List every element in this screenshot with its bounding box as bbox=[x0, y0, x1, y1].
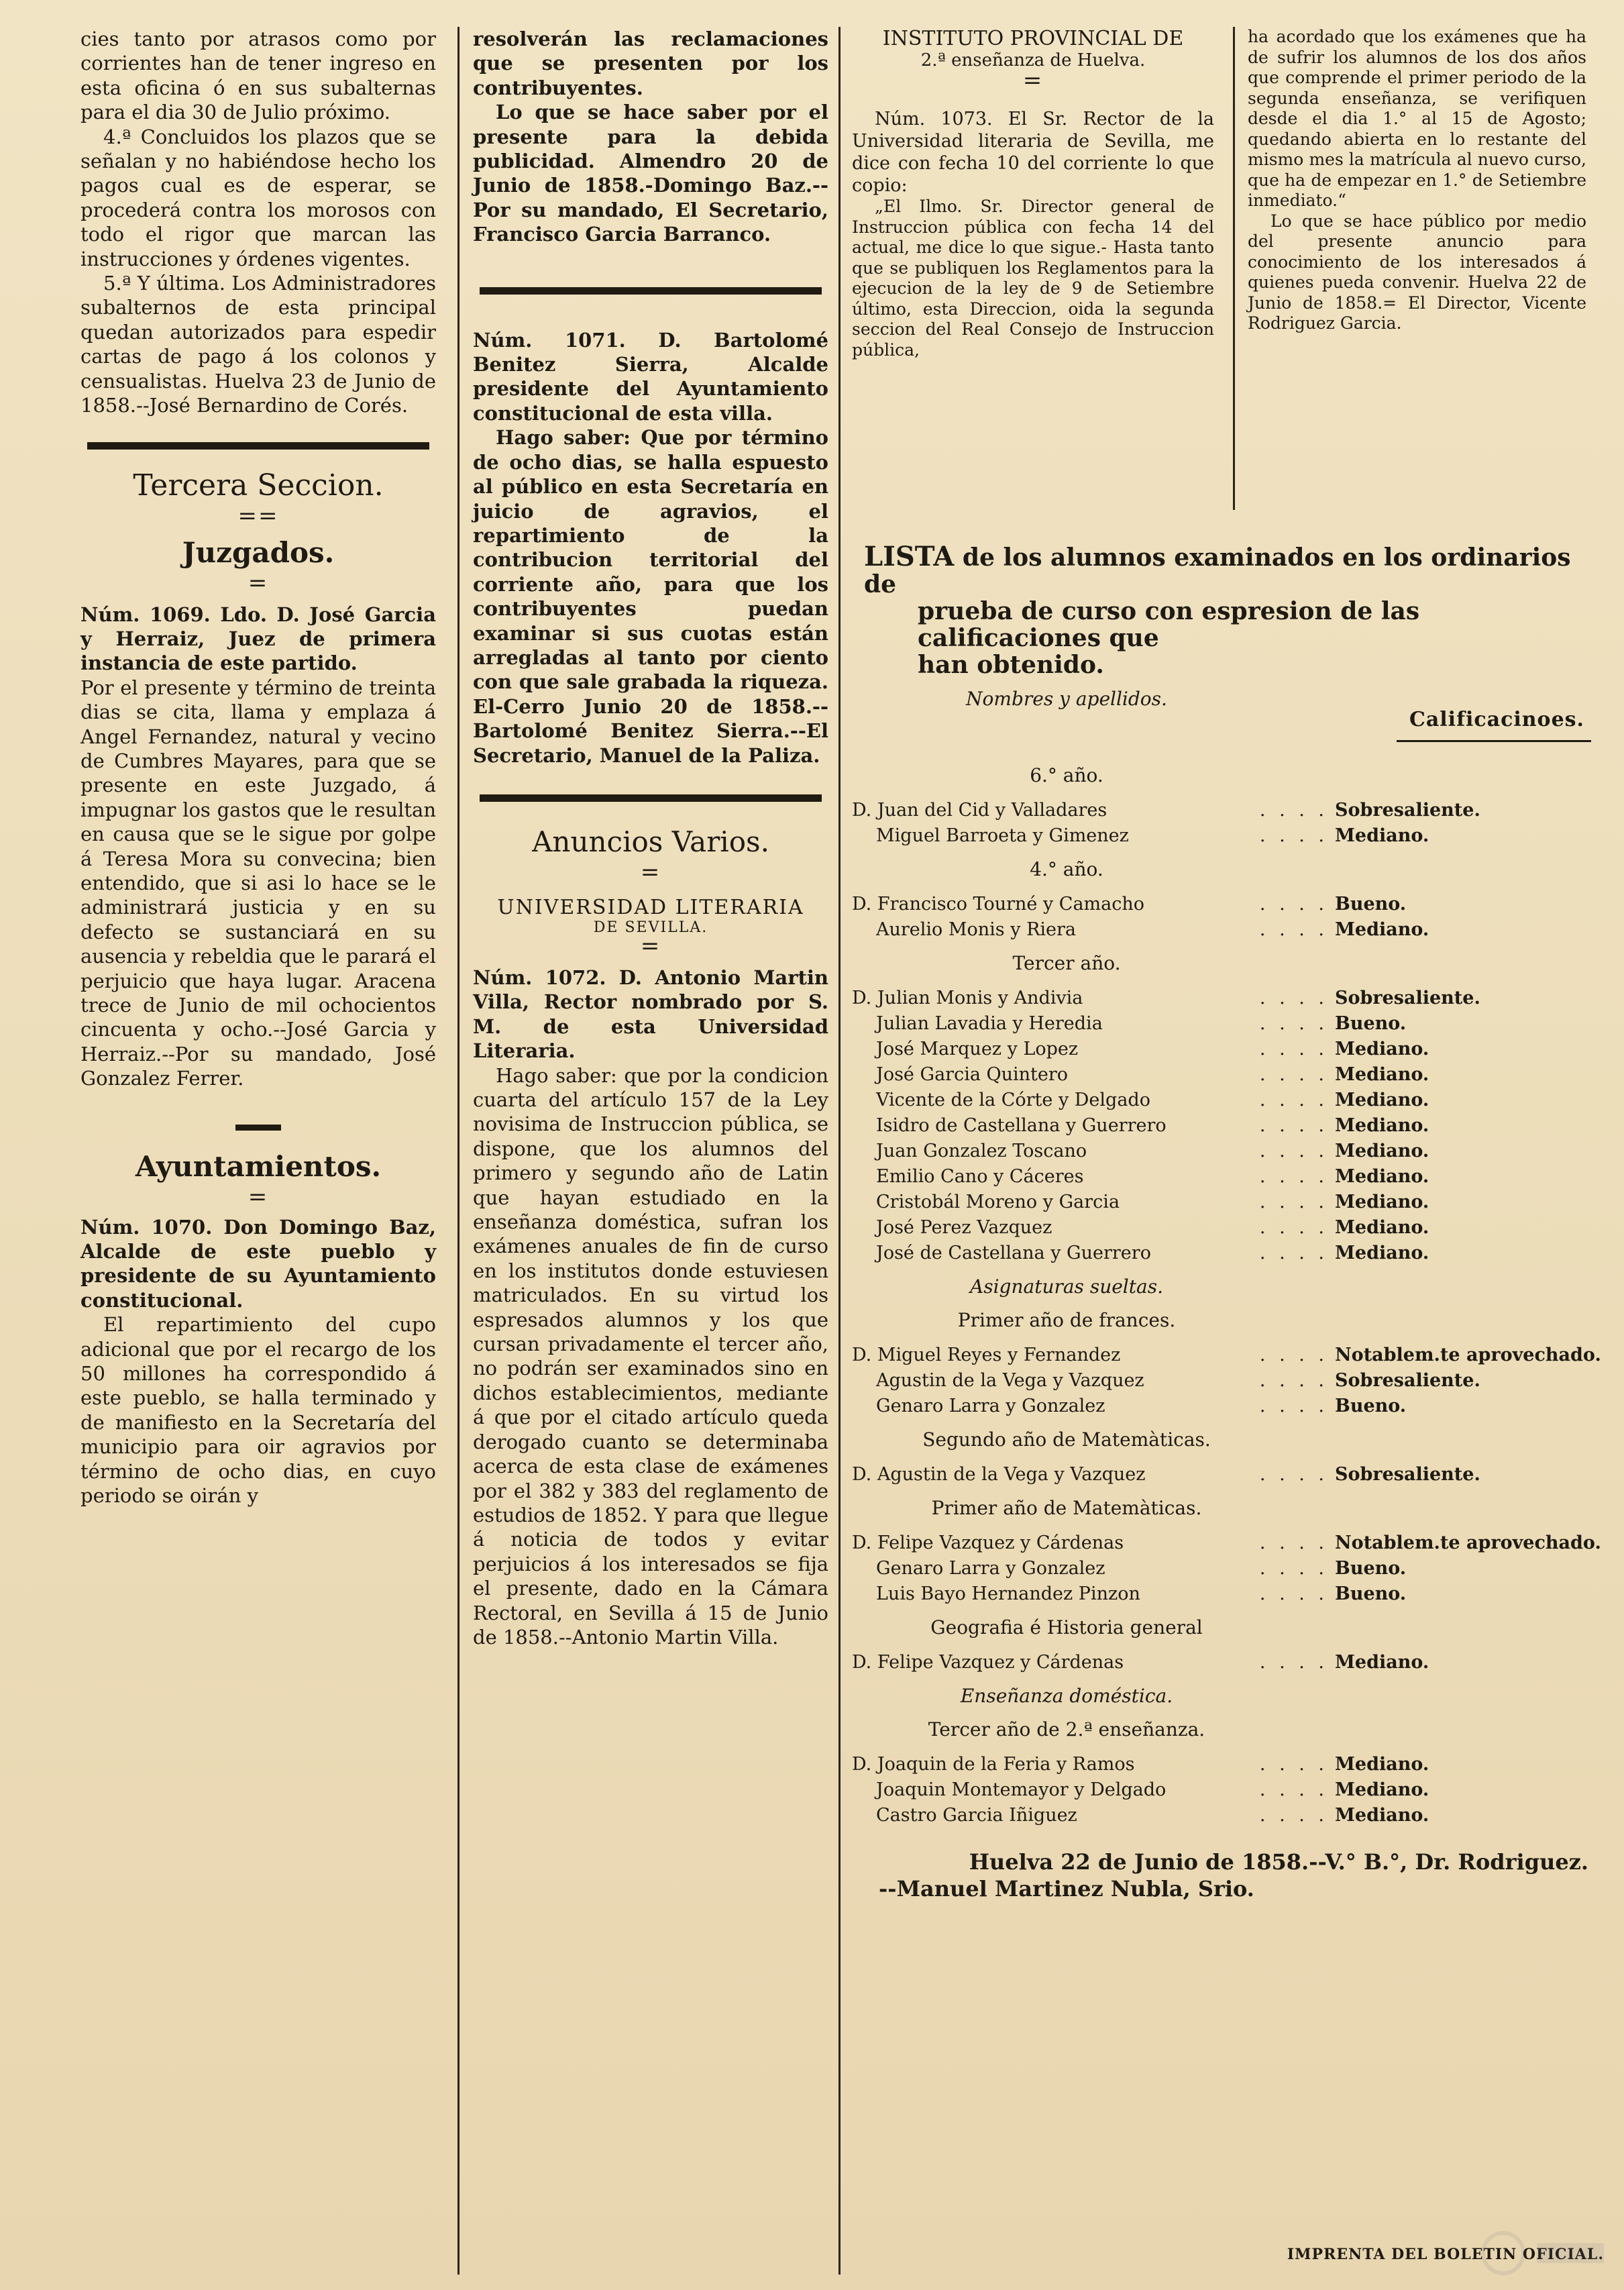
list-groups bbox=[852, 764, 1601, 1828]
student-name: Genaro Larra y Gonzalez bbox=[876, 1396, 1105, 1416]
leader-dots: . . . . bbox=[1259, 1532, 1328, 1553]
leader-dots: . . . . bbox=[1259, 800, 1328, 821]
single-rule: = bbox=[248, 1183, 269, 1210]
student-grade: Mediano. bbox=[1335, 1805, 1429, 1826]
section-title: Tercera Seccion. bbox=[133, 468, 384, 503]
list-group-title: 6.° año. bbox=[1030, 764, 1103, 786]
student-name: Vicente de la Córte y Delgado bbox=[876, 1090, 1150, 1110]
leader-dots: . . . . bbox=[1259, 1115, 1328, 1136]
notice-heading: Núm. 1069. Ldo. D. José Garcia y Herraiz, Juez de primera instancia de este partido. bbox=[80, 603, 436, 675]
column-rule bbox=[457, 27, 459, 2275]
list-row bbox=[852, 1368, 1596, 1394]
section-rule bbox=[87, 442, 429, 450]
notice-body: Hago saber: que por la condicion cuarta del artículo 157 de la Ley novisima de Instruccion pública, se dispone, que los alumnos del primero y segundo año de Latin que hayan estudiado en la enseñanza doméstica, sufran los exámenes anuales de fin de curso en los institutos donde estuviesen matriculados. En su virtud los espresados alumnos y los que cursan privadamente el tercer año, no podrán ser examinados sino en dichos establecimientos, mediante á que por el citado artículo queda derogado cuanto se determinaba acerca de esta clase de exámenes por el 382 y 383 del reglamento de estudios de 1852. Y para que llegue á noticia de todos y evitar perjuicios á los interesados se fija el presente, dado en la Cámara Rectoral, en Sevilla á 15 de Junio de 1858.--Antonio Martin Villa. bbox=[473, 1063, 828, 1649]
list-row bbox=[852, 1343, 1601, 1368]
student-name: Juan Gonzalez Toscano bbox=[876, 1141, 1087, 1161]
column-3 bbox=[852, 27, 1214, 360]
single-rule: = bbox=[640, 932, 661, 959]
student-name: D. Miguel Reyes y Fernandez bbox=[852, 1345, 1121, 1365]
institution-subtitle: 2.ª enseñanza de Huelva. bbox=[920, 50, 1146, 70]
signature-line: --Manuel Martinez Nubla, Srio. bbox=[879, 1876, 1254, 1902]
list-row bbox=[852, 1650, 1596, 1675]
list-row bbox=[852, 1581, 1596, 1607]
list-row bbox=[852, 1113, 1596, 1139]
list-row bbox=[852, 1752, 1596, 1777]
student-name: D. Francisco Tourné y Camacho bbox=[852, 894, 1145, 915]
student-grade: Sobresaliente. bbox=[1335, 800, 1480, 821]
student-name: Cristobál Moreno y Garcia bbox=[876, 1192, 1120, 1212]
student-grade: Mediano. bbox=[1335, 1192, 1429, 1212]
list-heading-text: han obtenido. bbox=[918, 651, 1104, 679]
leader-dots: . . . . bbox=[1259, 1141, 1328, 1161]
student-grade: Mediano. bbox=[1335, 1090, 1429, 1110]
leader-dots: . . . . bbox=[1259, 1345, 1328, 1365]
single-rule: = bbox=[640, 858, 661, 886]
list-group-title: Segundo año de Matemàticas. bbox=[922, 1428, 1211, 1451]
section-rule bbox=[480, 794, 822, 802]
student-name: Genaro Larra y Gonzalez bbox=[876, 1558, 1105, 1579]
leader-dots: . . . . bbox=[1259, 825, 1328, 846]
list-row bbox=[852, 986, 1596, 1011]
column-4 bbox=[1248, 27, 1586, 334]
list-row bbox=[852, 1011, 1596, 1037]
student-grade: Mediano. bbox=[1335, 1652, 1429, 1673]
list-row bbox=[852, 1530, 1601, 1556]
list-row bbox=[852, 1556, 1596, 1581]
leader-dots: . . . . bbox=[1259, 1217, 1328, 1238]
list-group-title: Tercer año de 2.ª enseñanza. bbox=[928, 1718, 1205, 1740]
student-grade: Mediano. bbox=[1335, 1243, 1429, 1263]
list-group-title: 4.° año. bbox=[1030, 858, 1103, 880]
leader-dots: . . . . bbox=[1259, 1370, 1328, 1391]
notice-body: „El Ilmo. Sr. Director general de Instruccion pública con fecha 14 del actual, me dice lo que sigue.- Hasta tanto que se publiquen los Reglamentos para la ejecucion de la ley de 9 de Setiembre último, esta Direccion, oida la segunda seccion del Real Consejo de Instruccion pública, bbox=[852, 197, 1214, 360]
student-name: D. Julian Monis y Andivia bbox=[852, 988, 1083, 1008]
list-group-title: Enseñanza doméstica. bbox=[960, 1685, 1173, 1707]
leader-dots: . . . . bbox=[1259, 1039, 1328, 1059]
paragraph: 5.ª Y última. Los Administradores subalternos de esta principal quedan autorizados para espedir cartas de pago á los colonos y censualistas. Huelva 23 de Junio de 1858.--José Bernardino de Corés. bbox=[80, 272, 436, 417]
column-rule bbox=[1233, 27, 1235, 510]
column-1 bbox=[80, 27, 436, 1508]
list-row bbox=[852, 1037, 1596, 1062]
paragraph: ha acordado que los exámenes que ha de sufrir los alumnos de los dos años que comprende el primer periodo de la segunda enseñanza, se verifiquen desde el dia 1.° al 15 de Agosto; quedando abierta en lo restante del mismo mes la matrícula al nuevo curso, que ha de empezar en 1.° de Setiembre inmediato.“ bbox=[1248, 27, 1586, 210]
student-name: Emilio Cano y Cáceres bbox=[876, 1166, 1084, 1187]
leader-dots: . . . . bbox=[1259, 1652, 1328, 1673]
leader-dots: . . . . bbox=[1259, 1805, 1328, 1826]
list-row bbox=[852, 1164, 1596, 1190]
grades-column-header: Calificacinoes. bbox=[1409, 708, 1584, 731]
student-grade: Mediano. bbox=[1335, 1141, 1429, 1161]
student-name: Agustin de la Vega y Vazquez bbox=[876, 1370, 1144, 1391]
institution-subtitle: DE SEVILLA. bbox=[593, 919, 708, 936]
single-rule: = bbox=[248, 569, 269, 596]
student-grade: Bueno. bbox=[1335, 1013, 1407, 1034]
student-name: D. Agustin de la Vega y Vazquez bbox=[852, 1464, 1146, 1485]
notice-heading: Núm. 1070. Don Domingo Baz, Alcalde de este pueblo y presidente de su Ayuntamiento constitucional. bbox=[80, 1215, 436, 1312]
leader-dots: . . . . bbox=[1259, 1243, 1328, 1263]
student-grade: Mediano. bbox=[1335, 919, 1429, 940]
list-group-title: Tercer año. bbox=[1012, 952, 1121, 974]
notice-body: El repartimiento del cupo adicional que por el recargo de los 50 millones ha correspondido á este pueblo, se halla terminado y de manifiesto en la Secretaría del municipio para oir agravios por término de ocho dias, en cuyo periodo se oirán y bbox=[80, 1313, 436, 1508]
subsection-title: Juzgados. bbox=[182, 535, 335, 569]
list-row bbox=[852, 1394, 1596, 1419]
leader-dots: . . . . bbox=[1259, 894, 1328, 915]
student-grade: Mediano. bbox=[1335, 1779, 1429, 1800]
list-group-title: Asignaturas sueltas. bbox=[970, 1276, 1163, 1298]
student-grade: Bueno. bbox=[1335, 1583, 1407, 1604]
notice-heading: Núm. 1073. El Sr. Rector de la Universidad literaria de Sevilla, me dice con fecha 10 del corriente lo que copio: bbox=[852, 109, 1214, 196]
list-group-title: Geografia é Historia general bbox=[930, 1616, 1203, 1638]
student-name: Isidro de Castellana y Guerrero bbox=[876, 1115, 1167, 1136]
paragraph: Lo que se hace saber por el presente para la debida publicidad. Almendro 20 de Junio de 1858.-Domingo Baz.--Por su mandado, El Secretario, Francisco Garcia Barranco. bbox=[473, 101, 828, 246]
leader-dots: . . . . bbox=[1259, 1754, 1328, 1775]
list-row bbox=[852, 1062, 1596, 1088]
list-row bbox=[852, 1215, 1596, 1241]
list-columns-header bbox=[852, 688, 1596, 755]
student-grade: Mediano. bbox=[1335, 1039, 1429, 1059]
student-grade: Mediano. bbox=[1335, 1754, 1429, 1775]
paragraph: cies tanto por atrasos como por corrientes han de tener ingreso en esta oficina ó en sus subalternas para el dia 30 de Julio próximo. bbox=[80, 28, 436, 124]
list-heading-text: prueba de curso con espresion de las calificaciones que bbox=[918, 597, 1420, 652]
section-title: Ayuntamientos. bbox=[135, 1149, 382, 1183]
paragraph: 4.ª Concluidos los plazos que se señalan y no habiéndose hecho los pagos cual es de esperar, se procederá contra los morosos con todo el rigor que marcan las instrucciones y órdenes vigentes. bbox=[80, 125, 436, 270]
double-rule: == bbox=[237, 502, 279, 529]
student-name: José Garcia Quintero bbox=[876, 1064, 1069, 1085]
list-row bbox=[852, 1139, 1596, 1164]
student-name: Julian Lavadia y Heredia bbox=[876, 1013, 1103, 1034]
student-grade: Mediano. bbox=[1335, 1217, 1429, 1238]
list-lead: LISTA bbox=[864, 541, 955, 572]
names-column-header: Nombres y apellidos. bbox=[966, 688, 1167, 710]
list-group-title: Primer año de Matemàticas. bbox=[931, 1497, 1202, 1519]
notice-body: Por el presente y término de treinta dias se cita, llama y emplaza á Angel Fernandez, natural y vecino de Cumbres Mayares, para que se presente en este Juzgado, á impugnar los gastos que le resultan en causa que se le sigue por golpe á Teresa Mora su convecina; bien entendido, que si asi lo hace se le administrará justicia y en su defecto se sustanciará en su ausencia y rebeldia que le parará el perjuicio que haya lugar. Aracena trece de Junio de mil ochocientos cincuenta y ocho.--José Garcia y Herraiz.--Por su mandado, José Gonzalez Ferrer. bbox=[80, 676, 436, 1090]
student-name: Castro Garcia Iñiguez bbox=[876, 1805, 1077, 1826]
student-name: Luis Bayo Hernandez Pinzon bbox=[876, 1583, 1140, 1604]
student-name: José de Castellana y Guerrero bbox=[876, 1243, 1151, 1263]
student-name: José Perez Vazquez bbox=[876, 1217, 1052, 1238]
printer-credit: IMPRENTA DEL BOLETIN OFICIAL. bbox=[1287, 2246, 1604, 2263]
section-title: Anuncios Varios. bbox=[532, 825, 769, 858]
leader-dots: . . . . bbox=[1259, 1192, 1328, 1212]
leader-dots: . . . . bbox=[1259, 1583, 1328, 1604]
student-grade: Mediano. bbox=[1335, 825, 1429, 846]
paragraph: resolverán las reclamaciones que se presenten por los contribuyentes. bbox=[473, 28, 828, 99]
list-row bbox=[852, 1777, 1596, 1803]
student-grade: Bueno. bbox=[1335, 1558, 1407, 1579]
list-heading bbox=[852, 543, 1596, 678]
list-row bbox=[852, 1803, 1596, 1828]
single-rule: = bbox=[1022, 67, 1044, 94]
column-rule bbox=[838, 27, 841, 2275]
student-grade: Mediano. bbox=[1335, 1064, 1429, 1085]
list-row bbox=[852, 1190, 1596, 1215]
institution-title: INSTITUTO PROVINCIAL DE bbox=[882, 27, 1184, 50]
leader-dots: . . . . bbox=[1259, 1166, 1328, 1187]
student-name: José Marquez y Lopez bbox=[876, 1039, 1079, 1059]
student-grade: Notablem.te aprovechado. bbox=[1335, 1532, 1601, 1553]
student-name: D. Joaquin de la Feria y Ramos bbox=[852, 1754, 1135, 1775]
leader-dots: . . . . bbox=[1259, 1779, 1328, 1800]
leader-dots: . . . . bbox=[1259, 919, 1328, 940]
leader-dots: . . . . bbox=[1259, 1396, 1328, 1416]
student-name: Miguel Barroeta y Gimenez bbox=[876, 825, 1129, 846]
list-row bbox=[852, 892, 1596, 917]
list-row bbox=[852, 798, 1596, 823]
paragraph: Lo que se hace público por medio del presente anuncio para conocimiento de los interesados á quienes pueda convenir. Huelva 22 de Junio de 1858.= El Director, Vicente Rodriguez Garcia. bbox=[1248, 211, 1586, 333]
signature-line: Huelva 22 de Junio de 1858.--V.° B.°, Dr. Rodriguez. bbox=[969, 1849, 1588, 1875]
list-heading-text: de los alumnos examinados en los ordinarios de bbox=[864, 543, 1571, 598]
student-grade: Bueno. bbox=[1335, 894, 1407, 915]
student-grade: Mediano. bbox=[1335, 1115, 1429, 1136]
section-rule bbox=[480, 287, 822, 295]
list-row bbox=[852, 1088, 1596, 1113]
list-group-title: Primer año de frances. bbox=[957, 1309, 1176, 1331]
notice-heading: Núm. 1072. D. Antonio Martin Villa, Rector nombrado por S. M. de esta Universidad Literaria. bbox=[473, 966, 828, 1063]
column-2 bbox=[473, 27, 828, 1649]
student-grade: Mediano. bbox=[1335, 1166, 1429, 1187]
student-name: Aurelio Monis y Riera bbox=[876, 919, 1077, 940]
student-grade: Sobresaliente. bbox=[1335, 988, 1480, 1008]
leader-dots: . . . . bbox=[1259, 988, 1328, 1008]
watermark-logo bbox=[1476, 2223, 1611, 2283]
student-name: D. Juan del Cid y Valladares bbox=[852, 800, 1107, 821]
list-row bbox=[852, 823, 1596, 849]
student-name: Joaquin Montemayor y Delgado bbox=[876, 1779, 1167, 1800]
list-row bbox=[852, 917, 1596, 943]
leader-dots: . . . . bbox=[1259, 1013, 1328, 1034]
list-row bbox=[852, 1462, 1596, 1488]
signature-block bbox=[852, 1849, 1596, 1902]
leader-dots: . . . . bbox=[1259, 1090, 1328, 1110]
notice-heading: Núm. 1071. D. Bartolomé Benitez Sierra, Alcalde presidente del Ayuntamiento constitucional de esta villa. bbox=[473, 328, 828, 425]
student-grade: Sobresaliente. bbox=[1335, 1370, 1480, 1391]
leader-dots: . . . . bbox=[1259, 1464, 1328, 1485]
institution-title: UNIVERSIDAD LITERARIA bbox=[497, 895, 804, 919]
short-rule bbox=[235, 1125, 281, 1131]
exam-results-list bbox=[852, 541, 1601, 1902]
student-grade: Sobresaliente. bbox=[1335, 1464, 1480, 1485]
notice-body: Hago saber: Que por término de ocho dias, se halla espuesto al público en esta Secretaría en juicio de agravios, el repartimiento de la contribucion territorial del corriente año, para que los contribuyentes puedan examinar si sus cuotas están arregladas al tanto por ciento con que sale grabada la riqueza. El-Cerro Junio 20 de 1858.--Bartolomé Benitez Sierra.--El Secretario, Manuel de la Paliza. bbox=[473, 426, 828, 767]
student-name: D. Felipe Vazquez y Cárdenas bbox=[852, 1652, 1124, 1673]
student-grade: Notablem.te aprovechado. bbox=[1335, 1345, 1601, 1365]
leader-dots: . . . . bbox=[1259, 1558, 1328, 1579]
student-name: D. Felipe Vazquez y Cárdenas bbox=[852, 1532, 1124, 1553]
list-row bbox=[852, 1241, 1596, 1266]
student-grade: Bueno. bbox=[1335, 1396, 1407, 1416]
leader-dots: . . . . bbox=[1259, 1064, 1328, 1085]
grades-header-rule bbox=[1397, 740, 1591, 742]
